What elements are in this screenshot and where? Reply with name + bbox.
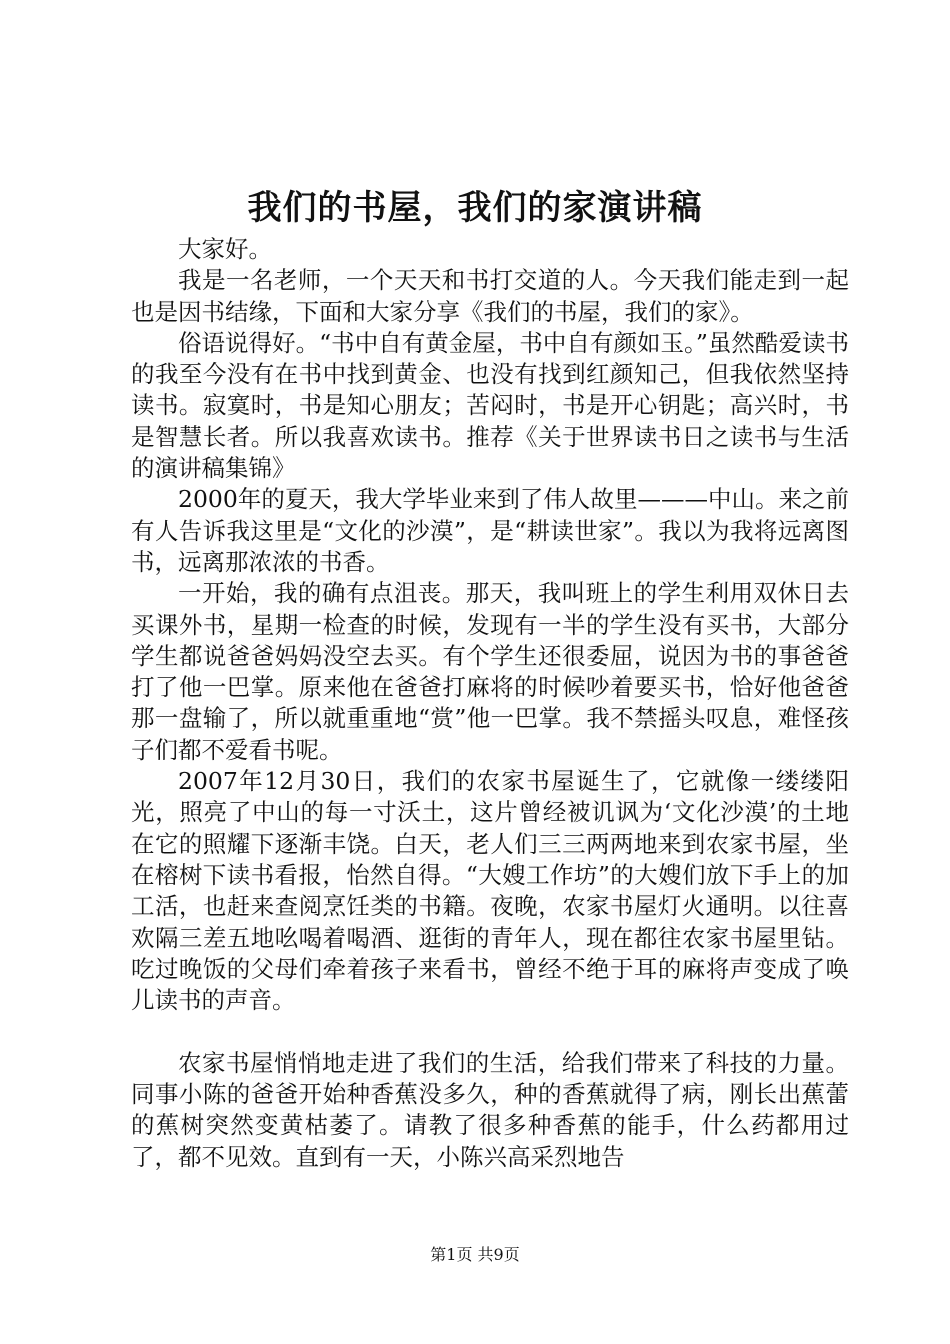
document-title: 我们的书屋，我们的家演讲稿 xyxy=(247,188,703,228)
paragraph-spacer xyxy=(131,1016,849,1047)
paragraph-bookhouse-birth: 2007年12月30日，我们的农家书屋诞生了，它就像一缕缕阳光，照亮了中山的每一寸沃土，这片曾经被讥讽为‘文化沙漠’的土地在它的照耀下逐渐丰饶。白天，老人们三三两两地来到农家书屋，坐在榕树下读书看报，怡然自得。“大嫂工作坊”的大嫂们放下手上的加工活，也赶来查阅烹饪类的书籍。夜晚，农家书屋灯火通明。以往喜欢隔三差五地吆喝着喝酒、逛街的青年人，现在都往农家书屋里钻。吃过晚饭的父母们牵着孩子来看书，曾经不绝于耳的麻将声变成了唤儿读书的声音。 xyxy=(131,767,849,1015)
document-body xyxy=(131,234,849,1173)
paragraph-technology: 农家书屋悄悄地走进了我们的生活，给我们带来了科技的力量。同事小陈的爸爸开始种香蕉没多久，种的香蕉就得了病，刚长出蕉蕾的蕉树突然变黄枯萎了。请教了很多种香蕉的能手，什么药都用过了，都不见效。直到有一天，小陈兴高采烈地告 xyxy=(131,1048,849,1171)
paragraph-frustration: 一开始，我的确有点沮丧。那天，我叫班上的学生利用双休日去买课外书，星期一检查的时候，发现有一半的学生没有买书，大部分学生都说爸爸妈妈没空去买。有个学生还很委屈，说因为书的事爸爸打了他一巴掌。原来他在爸爸打麻将的时候吵着要买书，恰好他爸爸那一盘输了，所以就重重地“赏”他一巴掌。我不禁摇头叹息，难怪孩子们都不爱看书呢。 xyxy=(131,579,849,764)
paragraph-proverb: 俗语说得好。“书中自有黄金屋，书中自有颜如玉。”虽然酷爱读书的我至今没有在书中找到黄金、也没有找到红颜知己，但我依然坚持读书。寂寞时，书是知心朋友；苦闷时，书是开心钥匙；高兴时，书是智慧长者。所以我喜欢读书。推荐《关于世界读书日之读书与生活的演讲稿集锦》 xyxy=(131,328,849,483)
page-footer: 第1页 共9页 xyxy=(430,1245,520,1264)
paragraph-greeting: 大家好。 xyxy=(178,235,272,263)
paragraph-arrival: 2000年的夏天，我大学毕业来到了伟人故里———中山。来之前有人告诉我这里是“文化的沙漠”，是“耕读世家”。我以为我将远离图书，远离那浓浓的书香。 xyxy=(131,485,849,576)
paragraph-intro: 我是一名老师，一个天天和书打交道的人。今天我们能走到一起也是因书结缘，下面和大家分享《我们的书屋，我们的家》。 xyxy=(131,266,849,326)
